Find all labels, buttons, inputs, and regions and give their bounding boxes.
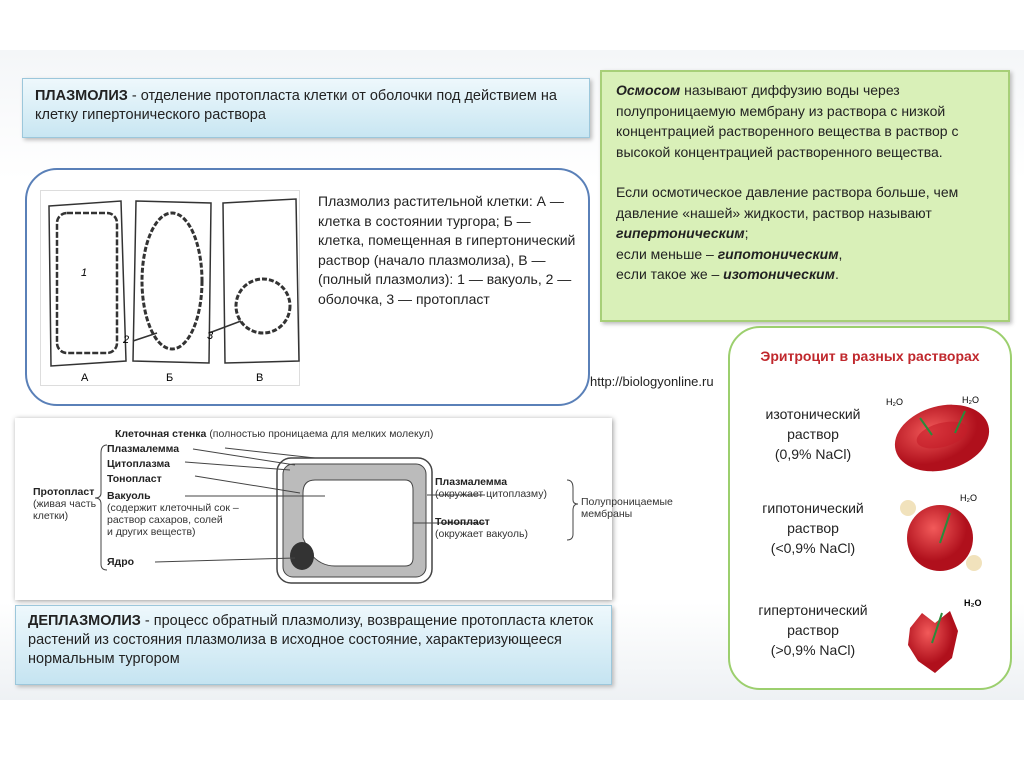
word: раствор xyxy=(787,622,839,638)
label-cell-wall: Клеточная стенка xyxy=(115,428,207,440)
label-cytoplasm: Цитоплазма xyxy=(107,458,170,470)
note: (содержит клеточный сок – xyxy=(107,502,239,514)
term-hypertonic: гипертоническим xyxy=(616,225,745,241)
label-c: В xyxy=(256,372,264,384)
water-label: H₂O xyxy=(964,598,982,608)
solution-hypotonic xyxy=(738,498,888,558)
term-hypotonic: гипотоническим xyxy=(717,245,839,262)
label-b: Б xyxy=(166,372,174,384)
label-2: 2 xyxy=(123,334,130,346)
label-plasmalemma: Плазмалемма xyxy=(107,443,180,455)
term: ДЕПЛАЗМОЛИЗ xyxy=(28,613,141,629)
erythrocyte-panel xyxy=(728,326,1012,690)
plasmolysis-cells-figure xyxy=(40,190,300,386)
label-tonoplast: Тонопласт xyxy=(107,473,162,485)
water-label: H₂O xyxy=(960,493,977,503)
label-nucleus: Ядро xyxy=(107,556,135,568)
deplasmolysis-definition xyxy=(15,605,612,685)
note: (окружает цитоплазму) xyxy=(435,488,547,500)
plasmolysis-definition xyxy=(22,78,590,138)
text: если меньше – xyxy=(616,245,718,262)
label-vacuole: Вакуоль xyxy=(107,490,151,502)
concentration: (>0,9% NaCl) xyxy=(770,642,856,658)
name: гипертонический xyxy=(758,602,868,618)
osmosis-definition xyxy=(600,70,1010,322)
concentration: (0,9% NaCl) xyxy=(774,446,852,462)
figure-caption: Плазмолиз растительной клетки: А — клетка в состоянии тургора; Б — клетка, помещенная в гипертонический раствор (начало плазмолиза), В — (полный плазмолиз): 1 — вакуоль, 2 — оболочка, 3 — протопласт xyxy=(318,193,576,307)
erythrocyte-illustrations xyxy=(880,373,1010,683)
label-semipermeable: Полупроницаемые xyxy=(581,496,673,508)
note: клетки) xyxy=(33,510,69,522)
text: . xyxy=(834,266,839,282)
label-tonoplast-right: Тонопласт xyxy=(435,516,490,528)
definition: называют диффузию воды через полупроницаемую мембрану из раствора с низкой концентрацией растворенного вещества в раствор с высокой концентрацией растворенного вещества. xyxy=(616,82,959,160)
term-isotonic: изотоническим xyxy=(723,266,835,282)
erythrocyte-hypotonic xyxy=(907,505,973,571)
note: (живая часть xyxy=(33,498,97,510)
name: гипотонический xyxy=(762,500,864,516)
label-plasmalemma-right: Плазмалемма xyxy=(435,476,508,488)
note: (окружает вакуоль) xyxy=(435,528,528,540)
word: раствор xyxy=(787,426,839,442)
note: раствор сахаров, солей xyxy=(107,514,223,526)
label-a: А xyxy=(81,372,89,384)
label-3: 3 xyxy=(207,330,214,342)
label-membranes: мембраны xyxy=(581,508,633,520)
definition: - процесс обратный плазмолизу, возвращение протопласта клеток растений из состояния плазмолиза в исходное состояние, характеризующееся нормальным тургором xyxy=(28,613,594,667)
water-label: H₂O xyxy=(962,395,979,405)
erythrocyte-title: Эритроцит в разных растворах xyxy=(760,348,980,364)
definition: - отделение протопласта клетки от оболочки под действием на клетку гипертонического раствора xyxy=(35,88,557,123)
solution-isotonic xyxy=(738,404,888,464)
label-protoplast: Протопласт xyxy=(33,486,95,498)
name: изотонический xyxy=(765,406,861,422)
water-label: H₂O xyxy=(886,397,903,407)
word: раствор xyxy=(787,520,839,536)
note: и других веществ) xyxy=(107,526,196,538)
solution-hypertonic xyxy=(738,600,888,660)
label-1: 1 xyxy=(81,267,88,279)
note: (полностью проницаема для мелких молекул) xyxy=(209,428,434,440)
term: ПЛАЗМОЛИЗ xyxy=(35,88,128,104)
text: , xyxy=(838,245,843,262)
plant-cell-structure-diagram xyxy=(15,418,673,600)
source-url: http://biologyonline.ru xyxy=(590,374,714,389)
text: ; xyxy=(744,225,749,241)
term: Осмосом xyxy=(616,82,681,98)
text: Если осмотическое давление раствора больше, чем давление «нашей» жидкости, раствор называют xyxy=(616,184,959,221)
text: если такое же – xyxy=(616,266,724,282)
concentration: (<0,9% NaCl) xyxy=(770,540,856,556)
